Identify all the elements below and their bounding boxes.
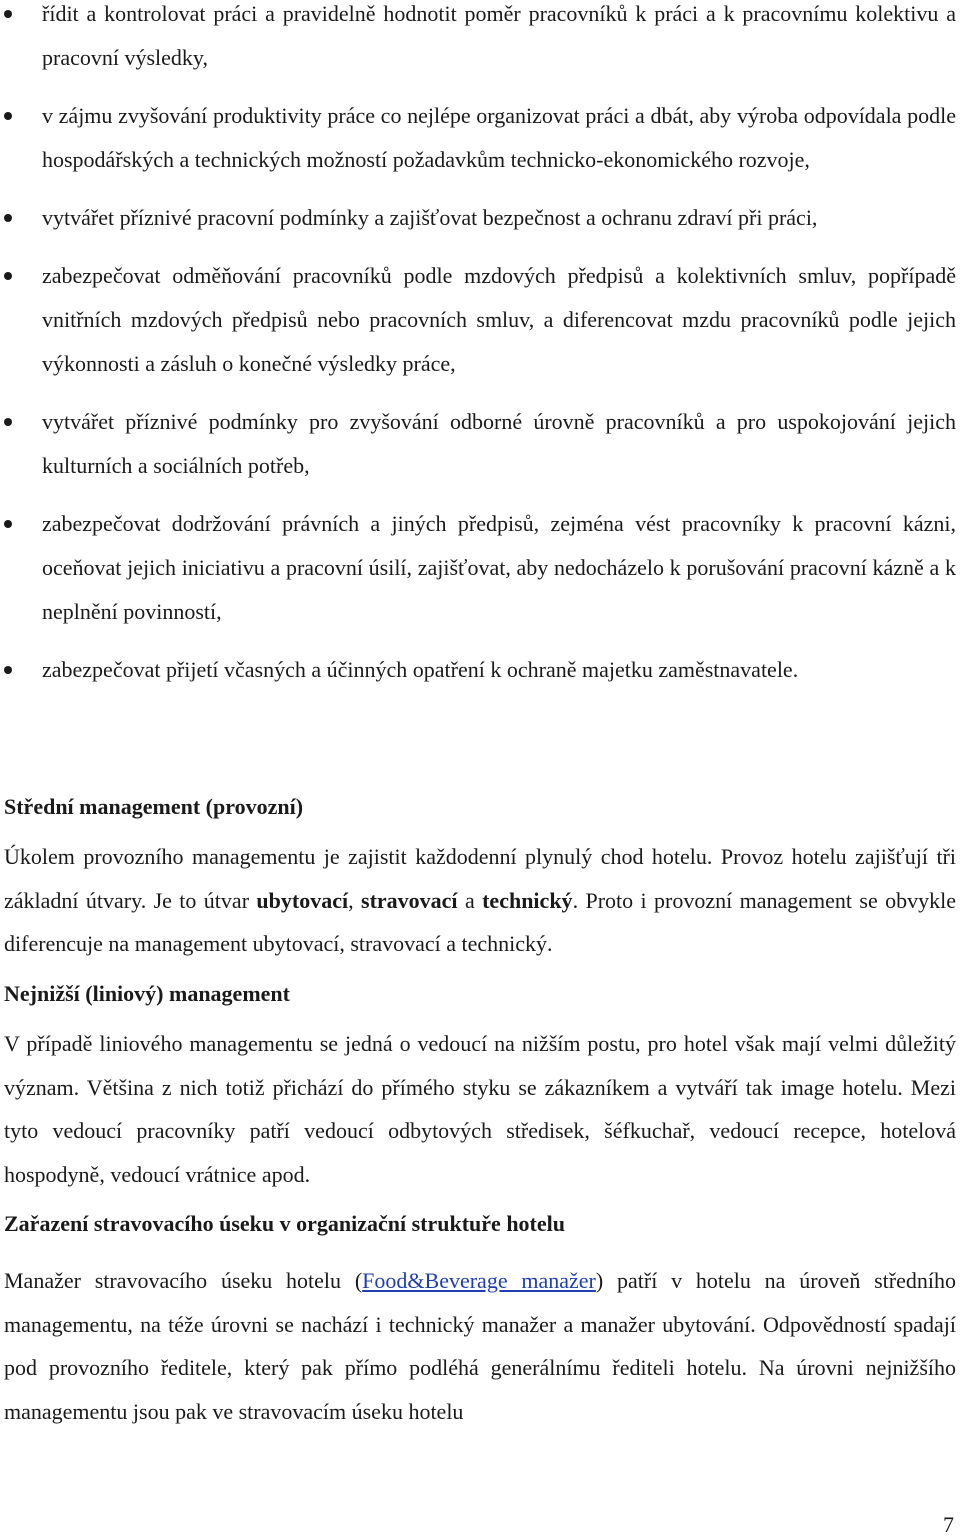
bullet-icon [4,520,12,528]
section-heading: Nejnižší (liniový) management [4,981,290,1006]
section-heading: Zařazení stravovacího úseku v organizační struktuře hotelu [4,1211,565,1236]
list-item: zabezpečovat odměňování pracovníků podle mzdových předpisů a kolektivních smluv, popřípadě vnitřních mzdových předpisů nebo pracovních smluv, a diferencovat mzdu pracovníků podle jejich výkonnosti a zásluh o konečné výsledky práce, [0,254,960,386]
bullet-icon [4,666,12,674]
page-number: 7 [943,1512,954,1537]
list-item: řídit a kontrolovat práci a pravidelně hodnotit poměr pracovníků k práci a k pracovnímu kolektivu a pracovní výsledky, [0,0,960,80]
bold-term: ubytovací [256,887,349,913]
section-paragraph: V případě liniového managementu se jedná o vedoucí na nižším postu, pro hotel však mají velmi důležitý význam. Většina z nich totiž přichází do přímého styku se zákazníkem a vytváří tak image hotelu. Mezi tyto vedoucí pracovníky patří vedoucí odbytových středisek, šéfkuchař, vedoucí recepce, hotelová hospodyně, vedoucí vrátnice apod. [4,1031,956,1187]
bullet-icon [4,418,12,426]
bullet-icon [4,112,12,120]
section-heading: Střední management (provozní) [4,794,304,819]
section-paragraph: Úkolem provozního managementu je zajistit každodenní plynulý chod hotelu. Provoz hotelu zajišťují tři základní útvary. Je to útvar ubytovací, stravovací a technický. Proto i provozní management se obvykle diferencuje na management ubytovací, stravovací a technický. [4,844,957,956]
bold-term: technický [482,887,573,913]
food-beverage-manager-link[interactable]: Food&Beverage manažer [362,1268,596,1293]
list-item: zabezpečovat dodržování právních a jiných předpisů, zejména vést pracovníky k pracovní kázni, oceňovat jejich iniciativu a pracovní úsilí, zajišťovat, aby nedocházelo k porušování pracovní kázně a k neplnění povinností, [0,502,960,634]
bold-term: stravovací [361,887,458,913]
list-item: zabezpečovat přijetí včasných a účinných opatření k ochraně majetku zaměstnavatele. [0,648,960,692]
bullet-icon [4,10,12,18]
list-item: vytvářet příznivé podmínky pro zvyšování odborné úrovně pracovníků a pro uspokojování jejich kulturních a sociálních potřeb, [0,400,960,488]
bullet-icon [4,272,12,280]
section-line-management [4,979,956,1196]
section-middle-management [4,792,956,966]
list-item: v zájmu zvyšování produktivity práce co nejlépe organizovat práci a dbát, aby výroba odpovídala podle hospodářských a technických možností požadavkům technicko-ekonomického rozvoje, [0,94,960,182]
list-item: vytvářet příznivé pracovní podmínky a zajišťovat bezpečnost a ochranu zdraví při práci, [0,196,960,240]
bullet-icon [4,214,12,222]
section-food-division [4,1209,956,1433]
duties-list [0,0,960,706]
section-paragraph: Manažer stravovacího úseku hotelu (Food&Beverage manažer) patří v hotelu na úroveň středního managementu, na téže úrovni se nachází i technický manažer a manažer ubytování. Odpovědností spadají pod provozního ředitele, který pak přímo podléhá generálnímu řediteli hotelu. Na úrovni nejnižšího managementu jsou pak ve stravovacím úseku hotelu [4,1268,956,1424]
